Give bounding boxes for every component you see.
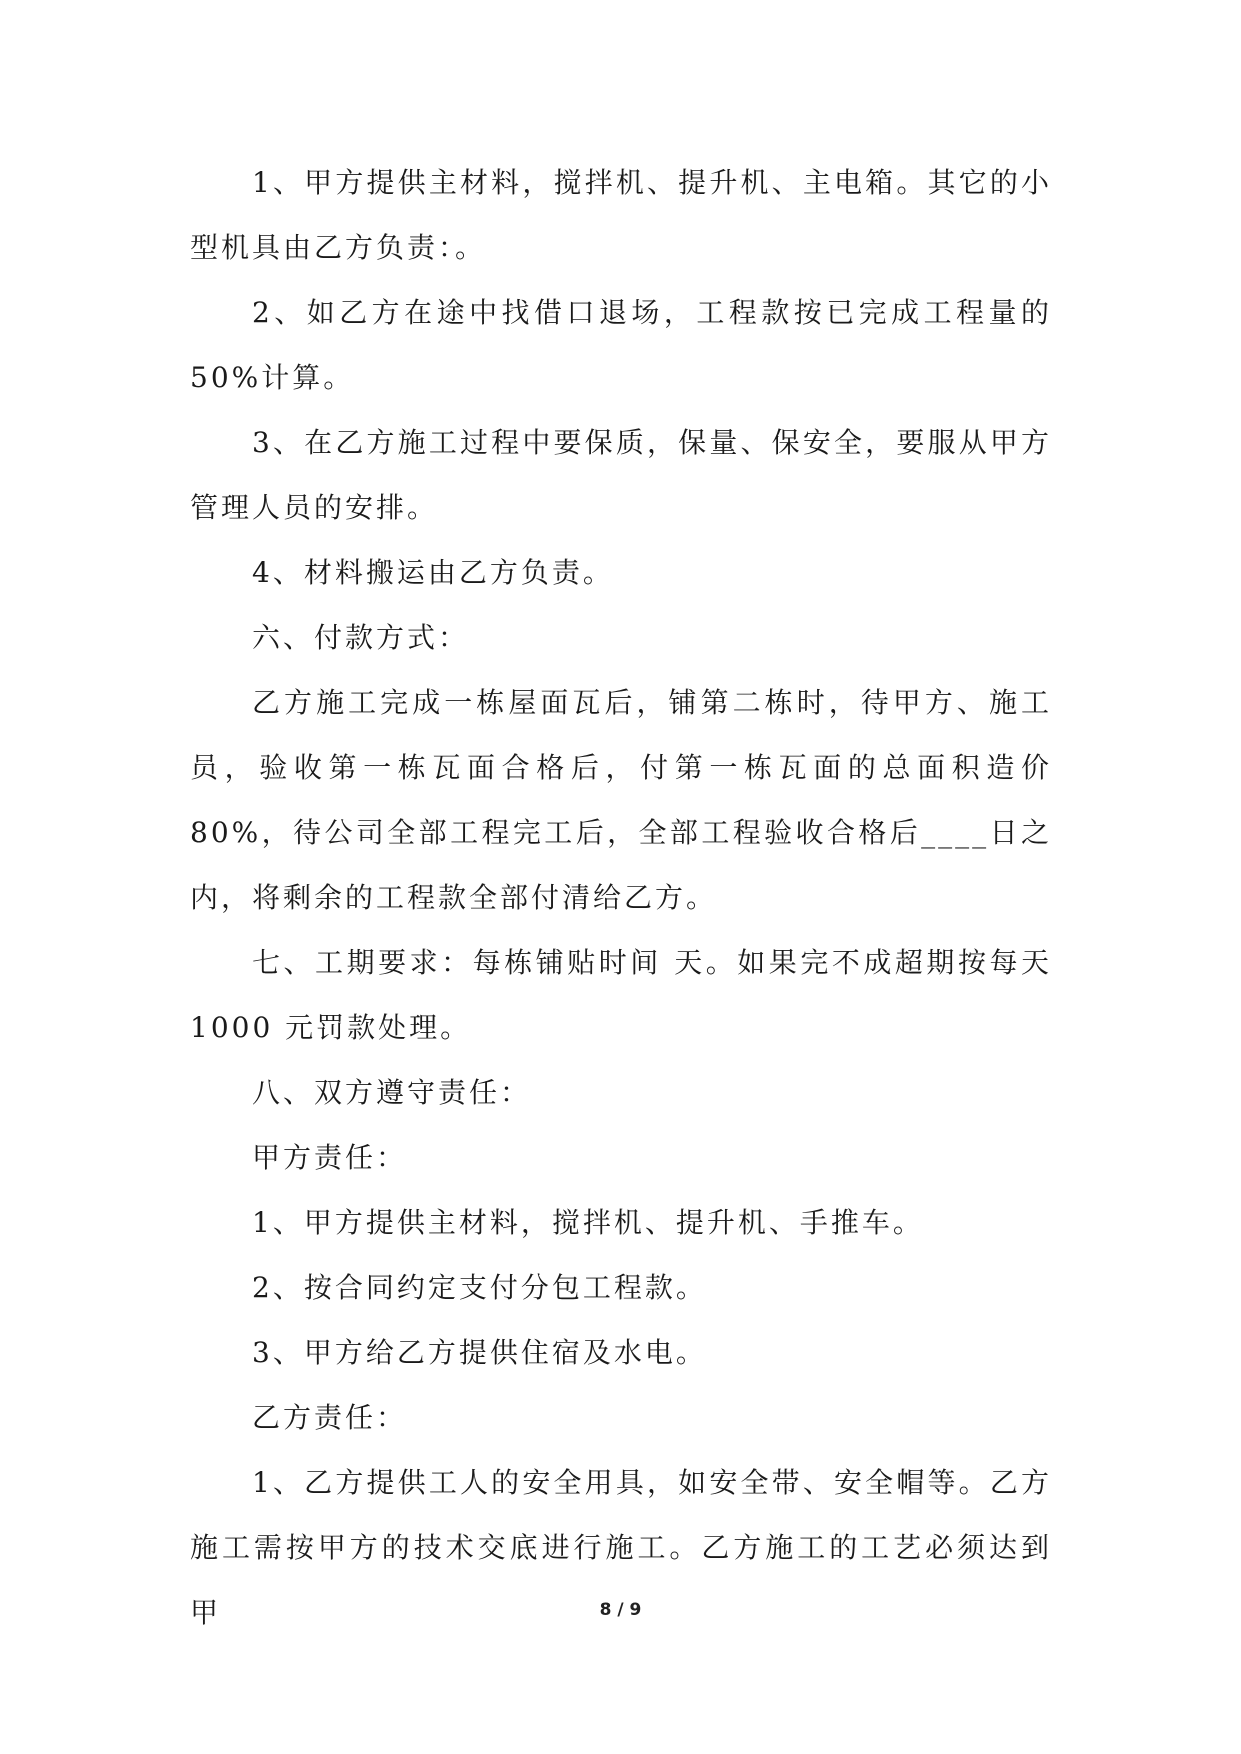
clause-paragraph: 3、在乙方施工过程中要保质，保量、保安全，要服从甲方管理人员的安排。 xyxy=(190,426,1052,524)
subsection-heading: 甲方责任： xyxy=(252,1141,408,1174)
clause-paragraph: 1、甲方提供主材料，搅拌机、提升机、手推车。 xyxy=(252,1206,924,1239)
clause-paragraph: 1、乙方提供工人的安全用具，如安全带、安全帽等。乙方施工需按甲方的技术交底进行施工。乙方施工的工艺必须达到甲 xyxy=(190,1466,1052,1629)
section-heading: 八、双方遵守责任： xyxy=(252,1076,532,1109)
section-heading: 六、付款方式： xyxy=(252,621,470,654)
document-body xyxy=(190,150,1052,1645)
clause-paragraph: 2、如乙方在途中找借口退场，工程款按已完成工程量的50%计算。 xyxy=(190,296,1052,394)
clause-paragraph: 1、甲方提供主材料，搅拌机、提升机、主电箱。其它的小型机具由乙方负责：。 xyxy=(190,166,1052,264)
subsection-heading: 乙方责任： xyxy=(252,1401,408,1434)
clause-paragraph: 3、甲方给乙方提供住宿及水电。 xyxy=(252,1336,707,1369)
section-heading: 七、工期要求：每栋铺贴时间 天。如果完不成超期按每天1000 元罚款处理。 xyxy=(190,946,1052,1044)
page-number: 8 / 9 xyxy=(599,1600,642,1620)
clause-paragraph: 乙方施工完成一栋屋面瓦后，铺第二栋时，待甲方、施工员，验收第一栋瓦面合格后，付第一栋瓦面的总面积造价80%，待公司全部工程完工后，全部工程验收合格后____日之内，将剩余的工程款全部付清给乙方。 xyxy=(190,686,1052,914)
clause-paragraph: 4、材料搬运由乙方负责。 xyxy=(252,556,614,589)
clause-paragraph: 2、按合同约定支付分包工程款。 xyxy=(252,1271,707,1304)
